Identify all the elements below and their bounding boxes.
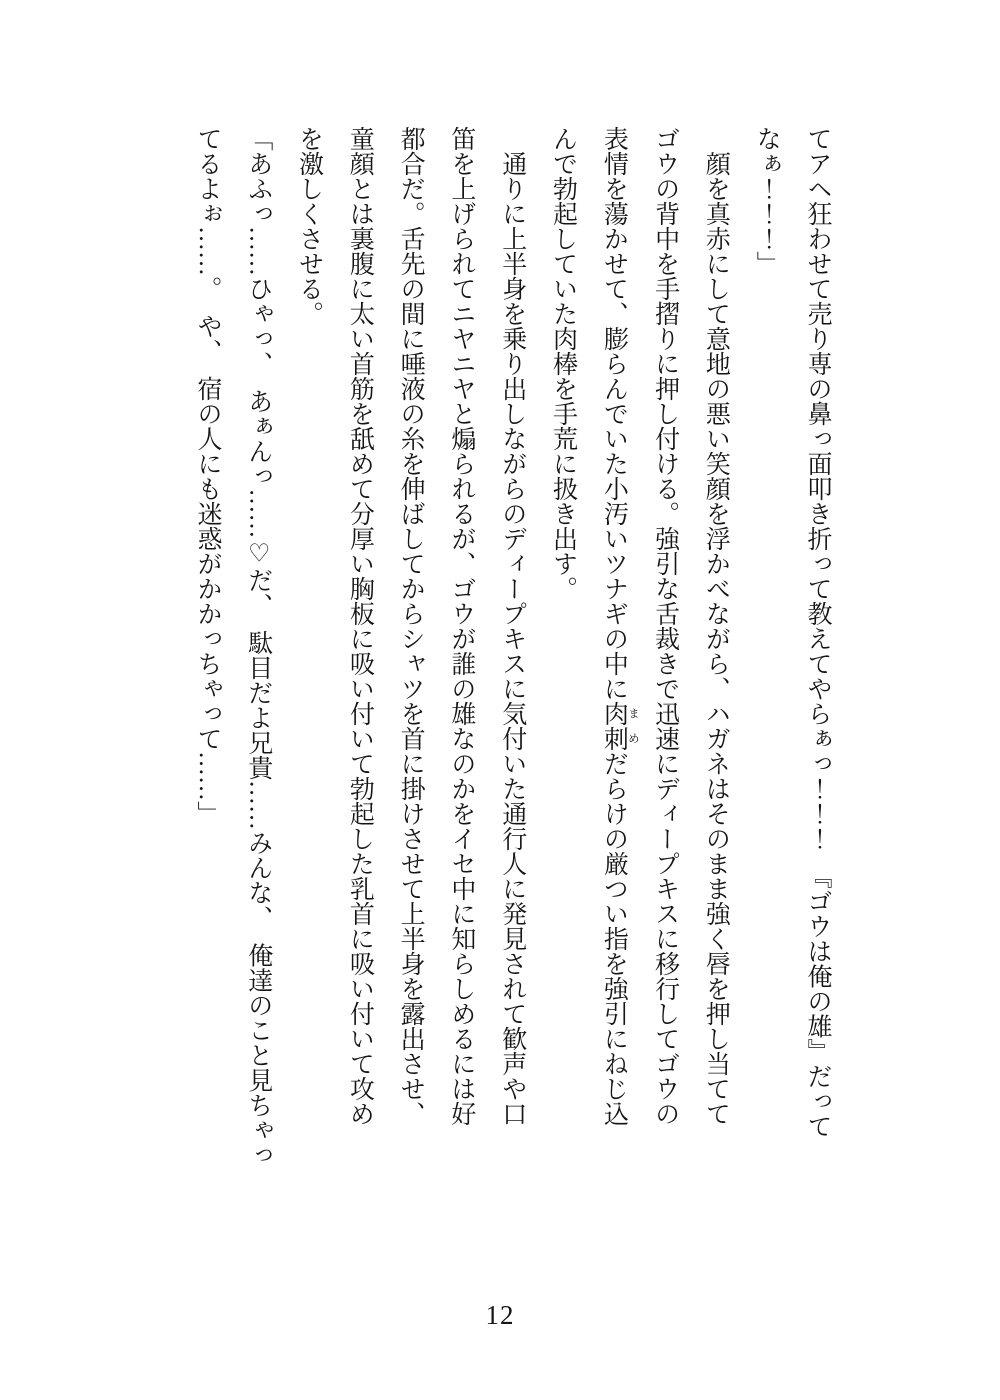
text-column: を激しくさせる。 — [295, 126, 323, 326]
text-column: なぁ！！！」 — [753, 126, 781, 276]
text-column: てアヘ狂わせて売り専の鼻っ面叩き折って教えてやらぁっ！！！ 『ゴウは俺の雄』だって — [804, 126, 831, 1139]
text-column-with-furigana — [588, 126, 639, 1251]
text-column: 笛を上げられてニヤニヤと煽られるが、ゴウが誰の雄なのかをイセ中に知らしめるには好 — [447, 126, 475, 1126]
text-columns — [180, 126, 842, 1251]
text-column: 「あふっ……ひゃっ、 あぁんっ……♡だ、 駄目だよ兄貴……みんな、 俺達のこと見ちゃっ — [244, 126, 272, 1168]
text-run: 表情を蕩かせて、膨らんでいた小汚いツナギの中に — [600, 126, 628, 701]
text-column: てるよぉ……。 や、 宿の人にも迷惑がかかっちゃって……」 — [193, 126, 221, 826]
page-number: 12 — [485, 1300, 515, 1330]
text-column: 都合だ。舌先の間に唾液の糸を伸ばしてからシャツを首に掛けさせて上半身を露出させ、 — [397, 126, 425, 1126]
text-column: 顔を真赤にして意地の悪い笑顔を浮かべながら、ハガネはそのまま強く唇を押し当てて — [702, 126, 730, 1126]
text-column: んで勃起していた肉棒を手荒に扱き出す。 — [549, 126, 577, 601]
ruby-base: 肉刺 — [600, 701, 628, 751]
text-column: ゴウの背中を手摺りに押し付ける。強引な舌裁きで迅速にディープキスに移行してゴウの — [651, 126, 679, 1126]
furigana: まめ — [626, 701, 639, 751]
ruby-annotated-word — [600, 701, 639, 751]
text-column: 通りに上半身を乗り出しながらのディープキスに気付いた通行人に発見されて歓声や口 — [498, 126, 526, 1126]
text-run: だらけの厳つい指を強引にねじ込 — [600, 751, 628, 1126]
text-column: 童顔とは裏腹に太い首筋を舐めて分厚い胸板に吸い付いて勃起した乳首に吸い付いて攻め — [346, 126, 374, 1126]
